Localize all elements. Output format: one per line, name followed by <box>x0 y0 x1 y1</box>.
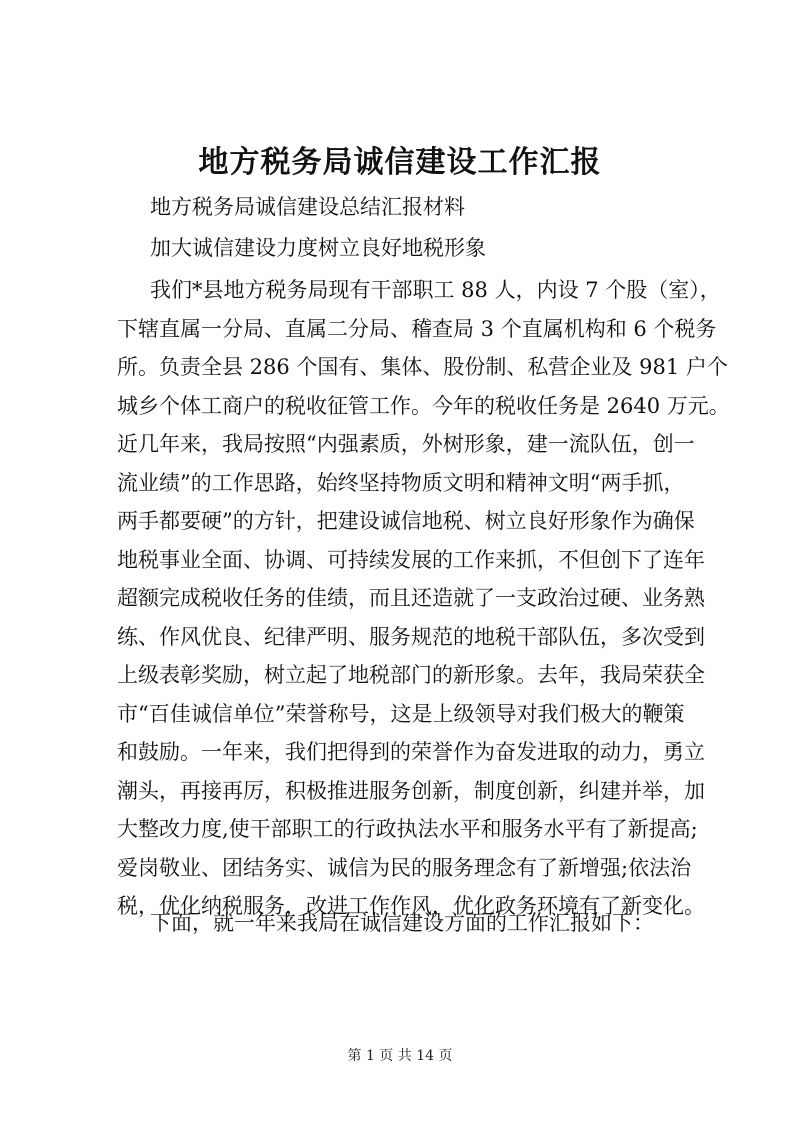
paragraph-line: 下辖直属一分局、直属二分局、稽查局 3 个直属机构和 6 个税务 <box>117 316 717 341</box>
paragraph-line: 两手都要硬”的方针，把建设诚信地税、树立良好形象作为确保 <box>117 509 695 533</box>
paragraph-line: 市“百佳诚信单位”荣誉称号，这是上级领导对我们极大的鞭策 <box>117 701 685 726</box>
paragraph-line: 所。负责全县 286 个国有、集体、股份制、私营企业及 981 户个 <box>117 355 728 379</box>
paragraph-line: 爱岗敬业、团结务实、诚信为民的服务理念有了新增强;依法治 <box>117 855 692 880</box>
paragraph-line: 和鼓励。一年来，我们把得到的荣誉作为奋发进取的动力，勇立 <box>117 740 705 764</box>
page-footer: 第 1 页 共 14 页 <box>347 1048 453 1064</box>
subtitle-line-2: 加大诚信建设力度树立良好地税形象 <box>150 236 486 260</box>
paragraph-line: 地税事业全面、协调、可持续发展的工作来抓，不但创下了连年 <box>117 547 705 572</box>
body-paragraph <box>117 271 730 926</box>
subtitle-line-1: 地方税务局诚信建设总结汇报材料 <box>150 195 465 219</box>
paragraph-line: 潮头，再接再厉，积极推进服务创新，制度创新，纠建并举，加 <box>117 778 705 803</box>
paragraph-line: 大整改力度,使干部职工的行政执法水平和服务水平有了新提高; <box>117 817 698 841</box>
paragraph-line: 练、作风优良、纪律严明、服务规范的地税干部队伍，多次受到 <box>117 624 705 649</box>
paragraph-line: 近几年来，我局按照“内强素质，外树形象，建一流队伍，创一 <box>117 432 695 456</box>
paragraph-line: 流业绩”的工作思路，始终坚持物质文明和精神文明“两手抓， <box>117 470 685 495</box>
paragraph-line: 我们*县地方税务局现有干部职工 88 人，内设 7 个股（室）， <box>150 278 721 302</box>
paragraph-line: 城乡个体工商户的税收征管工作。今年的税收任务是 2640 万元。 <box>117 393 730 418</box>
paragraph-line: 上级表彰奖励，树立起了地税部门的新形象。去年，我局荣获全 <box>117 663 705 687</box>
closing-line: 下面，就一年来我局在诚信建设方面的工作汇报如下： <box>150 911 654 935</box>
paragraph-line: 超额完成税收任务的佳绩，而且还造就了一支政治过硬、业务熟 <box>117 586 705 610</box>
document-title: 地方税务局诚信建设工作汇报 <box>198 145 602 180</box>
paragraph-line: 税，优化纳税服务，改进工作作风，优化政务环境有了新变化。 <box>117 894 705 918</box>
